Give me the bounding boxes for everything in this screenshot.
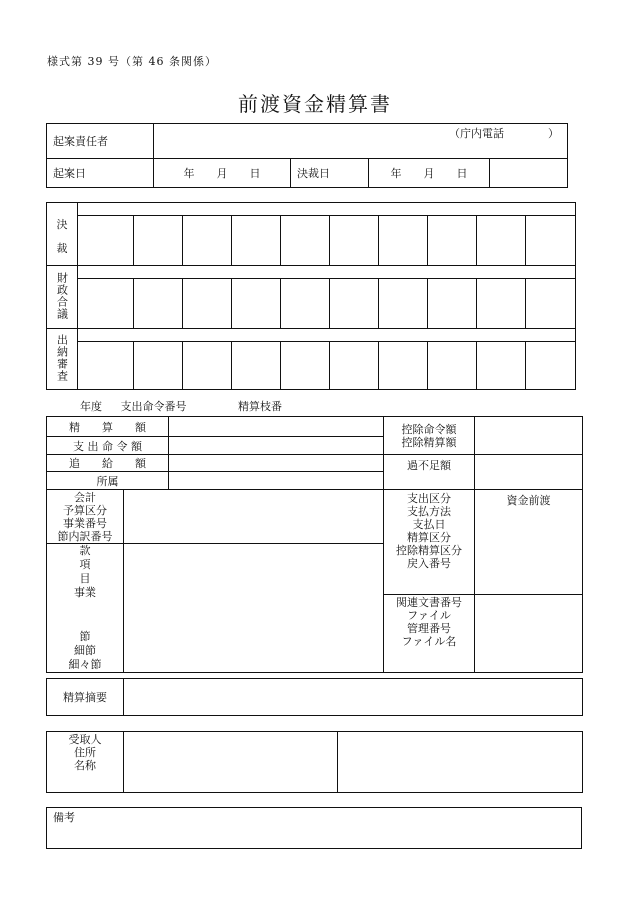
- expenditure-label-cell: [47, 437, 169, 455]
- draft-date-label: 起案日: [53, 167, 86, 180]
- moku-label: 目: [79, 572, 91, 585]
- details-table: [46, 416, 583, 673]
- section-breakdown-label: 節内訳番号: [57, 529, 113, 543]
- treasury-label-cell: [47, 329, 78, 390]
- approval-table: [46, 202, 576, 390]
- project-number-label: 事業番号: [63, 516, 107, 530]
- finance-stamp-cell[interactable]: [379, 279, 428, 329]
- department-label-cell: [47, 472, 169, 490]
- budget-items-field[interactable]: [124, 544, 384, 673]
- additional-amount-field[interactable]: [169, 455, 384, 472]
- account-field[interactable]: [124, 490, 384, 544]
- expenditure-amount-field[interactable]: [169, 437, 384, 455]
- approval-stamp-cell[interactable]: [78, 216, 134, 266]
- approval-stamp-cell[interactable]: [183, 216, 232, 266]
- related-doc-number-label: 関連文書番号: [396, 595, 462, 609]
- drafter-table: [46, 123, 568, 188]
- surplus-amount-field[interactable]: [475, 455, 583, 490]
- finance-stamp-cell[interactable]: [330, 279, 379, 329]
- treasury-header-row: [78, 329, 576, 342]
- decision-date-label: 決裁日: [297, 167, 330, 180]
- treasury-stamp-cell[interactable]: [330, 342, 379, 390]
- approval-stamp-cell[interactable]: [379, 216, 428, 266]
- treasury-stamp-cell[interactable]: [232, 342, 281, 390]
- settlement-label-cell: [47, 417, 169, 437]
- kan-label: 款: [79, 544, 91, 557]
- decision-extra-field[interactable]: [490, 159, 568, 188]
- payment-value: 資金前渡: [506, 494, 551, 507]
- treasury-stamp-cell[interactable]: [134, 342, 183, 390]
- treasury-stamp-cell[interactable]: [183, 342, 232, 390]
- branch-number-label: 精算枝番: [238, 400, 282, 413]
- treasury-stamp-cell[interactable]: [78, 342, 134, 390]
- remarks-label: 備考: [53, 811, 75, 824]
- surplus-label: 過不足額: [407, 459, 451, 472]
- department-field[interactable]: [169, 472, 384, 490]
- approval-stamp-cell[interactable]: [330, 216, 379, 266]
- budget-items-label-cell: [47, 544, 124, 673]
- payment-value-cell[interactable]: [475, 490, 583, 595]
- expenditure-label: 支 出 命 令 額: [73, 439, 142, 453]
- remarks-field[interactable]: [47, 808, 582, 849]
- deduction-settlement-type-label: 控除精算区分: [396, 544, 462, 557]
- drafter-input[interactable]: [154, 124, 568, 159]
- refund-number-label: 戻入番号: [407, 557, 451, 570]
- draft-date-field[interactable]: [154, 159, 291, 188]
- finance-header-row: [78, 266, 576, 279]
- summary-label: 精算摘要: [63, 691, 107, 704]
- remarks-table: [46, 807, 582, 849]
- settlement-amount-field[interactable]: [169, 417, 384, 437]
- settlement-label: 精 算 額: [69, 420, 146, 434]
- finance-stamp-cell[interactable]: [428, 279, 477, 329]
- finance-stamp-cell[interactable]: [232, 279, 281, 329]
- budget-class-label: 予算区分: [63, 503, 107, 517]
- payment-date-label: 支払日: [412, 518, 446, 531]
- finance-stamp-cell[interactable]: [134, 279, 183, 329]
- fiscal-year-label: 年度: [80, 400, 102, 413]
- deduction-amount-field[interactable]: [475, 417, 583, 455]
- finance-stamp-cell[interactable]: [183, 279, 232, 329]
- deduction-settlement-label: 控除精算額: [401, 435, 457, 449]
- finance-stamp-cell[interactable]: [281, 279, 330, 329]
- treasury-stamp-cell[interactable]: [477, 342, 526, 390]
- recipient-table: [46, 731, 583, 793]
- account-label: 会計: [74, 490, 96, 504]
- draft-date-blank: 年 月 日: [183, 167, 261, 180]
- approval-stamp-cell[interactable]: [134, 216, 183, 266]
- file-label: ファイル: [407, 608, 451, 622]
- approval-stamp-cell[interactable]: [281, 216, 330, 266]
- treasury-stamp-cell[interactable]: [281, 342, 330, 390]
- additional-label: 追 給 額: [69, 457, 146, 470]
- approval-header-row: [78, 203, 576, 216]
- spacer: [47, 600, 123, 630]
- recipient-field-right[interactable]: [338, 732, 583, 793]
- approval-stamp-cell[interactable]: [232, 216, 281, 266]
- finance-label-cell: [47, 266, 78, 329]
- approval-label-2: 裁: [56, 242, 68, 255]
- decision-date-field[interactable]: [369, 159, 490, 188]
- management-number-label: 管理番号: [407, 621, 451, 635]
- expenditure-type-label: 支出区分: [407, 492, 451, 505]
- decision-date-blank: 年 月 日: [390, 167, 468, 180]
- finance-stamp-cell[interactable]: [526, 279, 576, 329]
- treasury-stamp-cell[interactable]: [526, 342, 576, 390]
- surplus-label-cell: [384, 455, 475, 490]
- annotation-row: [80, 398, 282, 414]
- related-field[interactable]: [475, 594, 583, 672]
- finance-label: 財政合議: [55, 271, 69, 320]
- setsu-label: 節: [79, 630, 91, 643]
- file-name-label: ファイル名: [401, 634, 457, 648]
- approval-label-cell: [47, 203, 78, 266]
- form-title: 前渡資金精算書: [238, 92, 392, 116]
- name-label: 名称: [74, 759, 96, 772]
- saisaisetsu-label: 細々節: [68, 658, 102, 671]
- deduction-order-label: 控除命令額: [401, 422, 457, 436]
- finance-stamp-cell[interactable]: [78, 279, 134, 329]
- kou-label: 項: [79, 558, 91, 571]
- treasury-stamp-cell[interactable]: [428, 342, 477, 390]
- jigyou-label: 事業: [74, 586, 96, 599]
- phone-label: （庁内電話 ）: [449, 127, 559, 140]
- approval-stamp-cell[interactable]: [477, 216, 526, 266]
- settlement-type-label: 精算区分: [407, 531, 451, 544]
- additional-label-cell: [47, 455, 169, 472]
- recipient-field-left[interactable]: [124, 732, 338, 793]
- order-number-label: 支出命令番号: [120, 400, 187, 413]
- recipient-label-cell: [47, 732, 124, 793]
- approval-stamp-cell[interactable]: [428, 216, 477, 266]
- department-label: 所属: [96, 474, 119, 488]
- recipient-label: 受取人: [68, 733, 102, 746]
- summary-table: [46, 678, 583, 716]
- drafter-label: 起案責任者: [53, 135, 108, 148]
- related-label-cell: [384, 594, 475, 672]
- deduction-label-cell: [384, 417, 475, 455]
- summary-label-cell: [47, 679, 124, 716]
- treasury-stamp-cell[interactable]: [379, 342, 428, 390]
- form-number: 様式第 39 号（第 46 条関係）: [47, 55, 217, 68]
- saisetsu-label: 細節: [74, 644, 96, 657]
- address-label: 住所: [74, 746, 96, 759]
- payment-method-label: 支払方法: [407, 505, 451, 518]
- payment-label-cell: [384, 490, 475, 595]
- summary-field[interactable]: [124, 679, 583, 716]
- treasury-label: 出納審査: [55, 333, 69, 382]
- approval-label-1: 決: [56, 218, 68, 231]
- account-label-cell: [47, 490, 124, 544]
- finance-stamp-cell[interactable]: [477, 279, 526, 329]
- approval-stamp-cell[interactable]: [526, 216, 576, 266]
